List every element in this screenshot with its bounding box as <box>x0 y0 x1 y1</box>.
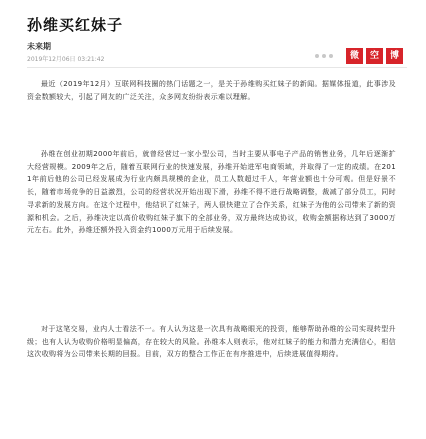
like-icon <box>329 54 333 58</box>
header-divider <box>27 67 407 68</box>
comment-icon <box>322 54 326 58</box>
article-author[interactable]: 未来期 <box>27 42 51 51</box>
publish-date: 2019年12月06日 03:21:42 <box>27 56 105 63</box>
share-wechat-button[interactable]: 微 <box>346 48 363 64</box>
view-stats <box>315 54 333 58</box>
article-paragraph-3: 对于这笔交易，业内人士看法不一。有人认为这是一次具有战略眼光的投资，能够帮助孙维的公司实现转型升级；也有人认为收购价格明显偏高，存在较大的风险。孙维本人则表示，他对红妹子的能力和潜力充满信心，相信这次收购将为公司带来长期的回报。目前，双方的整合工作正在有序推进中，后续进展值得期待。 <box>27 325 396 359</box>
view-icon <box>315 54 319 58</box>
share-qzone-button[interactable]: 空 <box>366 48 383 64</box>
article-title: 孙维买红妹子 <box>27 16 124 34</box>
share-weibo-button[interactable]: 博 <box>386 48 403 64</box>
article-paragraph-2: 孙维在创业初期2000年前后，就曾经营过一家小型公司，当时主要从事电子产品的销售业务，几年后逐渐扩大经营规模。2009年之后，随着互联网行业的快速发展，孙维开始进军电商领域，并取得了一定的成绩。在2011年前后他的公司已经发展成为行业内颇具规模的企业，员工人数超过千人，年营业额也十分可观。但是好景不长，随着市场竞争的日益激烈，公司的经营状况开始出现下滑，孙维不得不进行战略调整，裁减了部分员工，同时寻求新的发展方向。在这个过程中，他结识了红妹子，两人很快建立了合作关系，红妹子为他的公司带来了新的资源和机会。之后，孙维决定以高价收购红妹子旗下的全部业务，双方最终达成协议，收购金额据称达到了3000万元左右。此外，孙维还额外投入资金约1000万元用于后续发展。 <box>27 150 396 235</box>
meta-row <box>27 52 407 64</box>
article-paragraph-1: 最近（2019年12月）互联网科技圈的热门话题之一，是关于孙维购买红妹子的新闻。据媒体报道，此事涉及资金数额较大，引起了网友的广泛关注，众多网友纷纷表示难以理解。 <box>27 80 396 101</box>
